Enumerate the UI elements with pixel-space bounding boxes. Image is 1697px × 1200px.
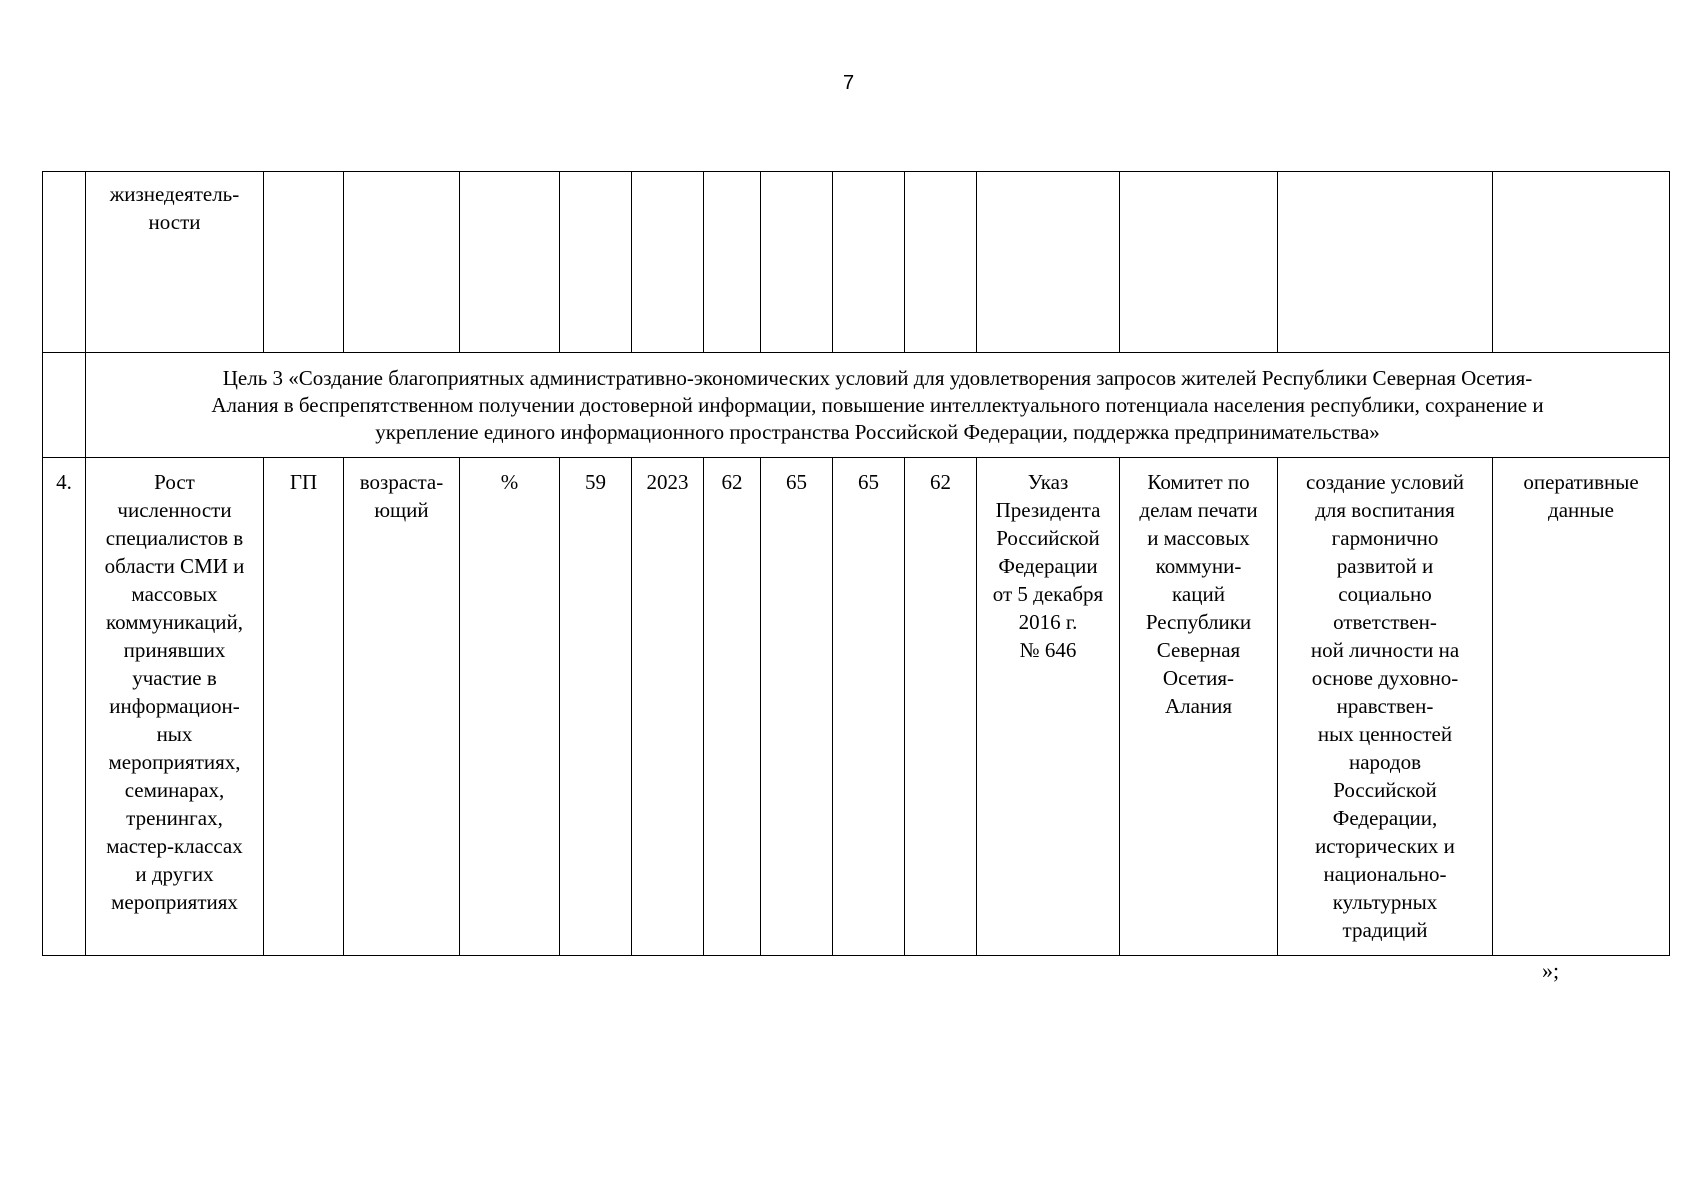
cell-empty bbox=[905, 172, 977, 353]
text-line: национально- bbox=[1323, 862, 1447, 886]
text-line: № 646 bbox=[1019, 638, 1077, 662]
text-line: 2016 г. bbox=[1018, 610, 1078, 634]
closing-quote: »; bbox=[1542, 958, 1560, 983]
cell-empty bbox=[632, 172, 704, 353]
text-line: исторических и bbox=[1315, 834, 1455, 858]
text-line: ности bbox=[148, 210, 201, 234]
text-line: специалистов в bbox=[105, 526, 244, 550]
text-line: оперативные bbox=[1523, 470, 1639, 494]
text-line: тренингах, bbox=[126, 806, 223, 830]
text-line: Комитет по bbox=[1147, 470, 1250, 494]
cell-empty bbox=[1120, 172, 1278, 353]
cell-empty bbox=[977, 172, 1120, 353]
text-line: развитой и bbox=[1336, 554, 1434, 578]
text-line: нравствен- bbox=[1336, 694, 1434, 718]
cell-unit: % bbox=[460, 458, 560, 956]
cell-empty bbox=[1278, 172, 1493, 353]
cell-document bbox=[977, 458, 1120, 956]
cell-empty bbox=[761, 172, 833, 353]
text-line: Федерации bbox=[998, 554, 1098, 578]
cell-empty bbox=[344, 172, 460, 353]
cell-number: 4. bbox=[43, 458, 86, 956]
text-line: и других bbox=[135, 862, 214, 886]
text-line: гармонично bbox=[1331, 526, 1439, 550]
text-line: основе духовно- bbox=[1311, 666, 1459, 690]
cell-empty bbox=[704, 172, 761, 353]
text-line: Президента bbox=[995, 498, 1101, 522]
cell-responsible bbox=[1120, 458, 1278, 956]
cell-empty bbox=[560, 172, 632, 353]
text-line: коммуникаций, bbox=[106, 610, 243, 634]
text-line: коммуни- bbox=[1155, 554, 1242, 578]
text-line: Российской bbox=[1333, 778, 1437, 802]
indicators-table bbox=[42, 171, 1670, 956]
text-line: ющий bbox=[374, 498, 429, 522]
text-line: от 5 декабря bbox=[992, 582, 1104, 606]
text-line: численности bbox=[117, 498, 232, 522]
text-line: ответствен- bbox=[1333, 610, 1437, 634]
text-line: возраста- bbox=[359, 470, 444, 494]
text-line: Северная bbox=[1156, 638, 1241, 662]
text-line: жизнедеятель- bbox=[109, 182, 240, 206]
text-line: Алания в беспрепятственном получении достоверной информации, повышение интеллектуального потенциала населения республики, сохранение и bbox=[211, 393, 1544, 417]
text-line: участие в bbox=[132, 666, 217, 690]
cell-empty bbox=[264, 172, 344, 353]
text-line: информацион- bbox=[109, 694, 240, 718]
cell-level: ГП bbox=[264, 458, 344, 956]
text-line: мероприятиях bbox=[111, 890, 238, 914]
text-line: Указ bbox=[1027, 470, 1069, 494]
text-line: массовых bbox=[131, 582, 218, 606]
cell-empty bbox=[833, 172, 905, 353]
cell-indicator-name bbox=[86, 458, 264, 956]
text-line: для воспитания bbox=[1315, 498, 1455, 522]
cell-value: 62 bbox=[905, 458, 977, 956]
text-line: Осетия- bbox=[1162, 666, 1235, 690]
text-line: Алания bbox=[1164, 694, 1233, 718]
text-line: Российской bbox=[996, 526, 1100, 550]
text-line: данные bbox=[1548, 498, 1614, 522]
table-row bbox=[43, 458, 1670, 956]
table-row bbox=[43, 172, 1670, 353]
text-line: ной личности на bbox=[1310, 638, 1460, 662]
cell-indicator-name bbox=[86, 172, 264, 353]
goal-row bbox=[43, 353, 1670, 458]
text-line: ных bbox=[156, 722, 193, 746]
cell-linkage bbox=[1278, 458, 1493, 956]
text-line: создание условий bbox=[1306, 470, 1464, 494]
text-line: укрепление единого информационного пространства Российской Федерации, поддержка предпринимательства» bbox=[375, 420, 1380, 444]
text-line: народов bbox=[1348, 750, 1422, 774]
text-line: Федерации, bbox=[1332, 806, 1438, 830]
text-line: Цель 3 «Создание благоприятных административно-экономических условий для удовлетворения запросов жителей Республики Северная Осетия- bbox=[222, 366, 1533, 390]
cell-empty bbox=[1493, 172, 1670, 353]
page-number: 7 bbox=[842, 72, 855, 94]
cell-value: 65 bbox=[761, 458, 833, 956]
text-line: ных ценностей bbox=[1317, 722, 1453, 746]
cell-empty bbox=[460, 172, 560, 353]
cell-source bbox=[1493, 458, 1670, 956]
cell-number bbox=[43, 172, 86, 353]
cell-base-year: 2023 bbox=[632, 458, 704, 956]
text-line: делам печати bbox=[1139, 498, 1258, 522]
goal-text bbox=[86, 353, 1670, 458]
text-line: семинарах, bbox=[124, 778, 225, 802]
text-line: области СМИ и bbox=[104, 554, 245, 578]
text-line: каций bbox=[1172, 582, 1225, 606]
cell-number bbox=[43, 353, 86, 458]
text-line: культурных bbox=[1332, 890, 1438, 914]
text-line: Республики bbox=[1145, 610, 1252, 634]
text-line: принявших bbox=[123, 638, 226, 662]
cell-base-value: 59 bbox=[560, 458, 632, 956]
text-line: социально bbox=[1338, 582, 1432, 606]
text-line: и массовых bbox=[1147, 526, 1250, 550]
text-line: Рост bbox=[154, 470, 195, 494]
cell-trend bbox=[344, 458, 460, 956]
text-line: традиций bbox=[1342, 918, 1428, 942]
cell-value: 62 bbox=[704, 458, 761, 956]
cell-value: 65 bbox=[833, 458, 905, 956]
text-line: мастер-классах bbox=[106, 834, 243, 858]
text-line: мероприятиях, bbox=[108, 750, 241, 774]
